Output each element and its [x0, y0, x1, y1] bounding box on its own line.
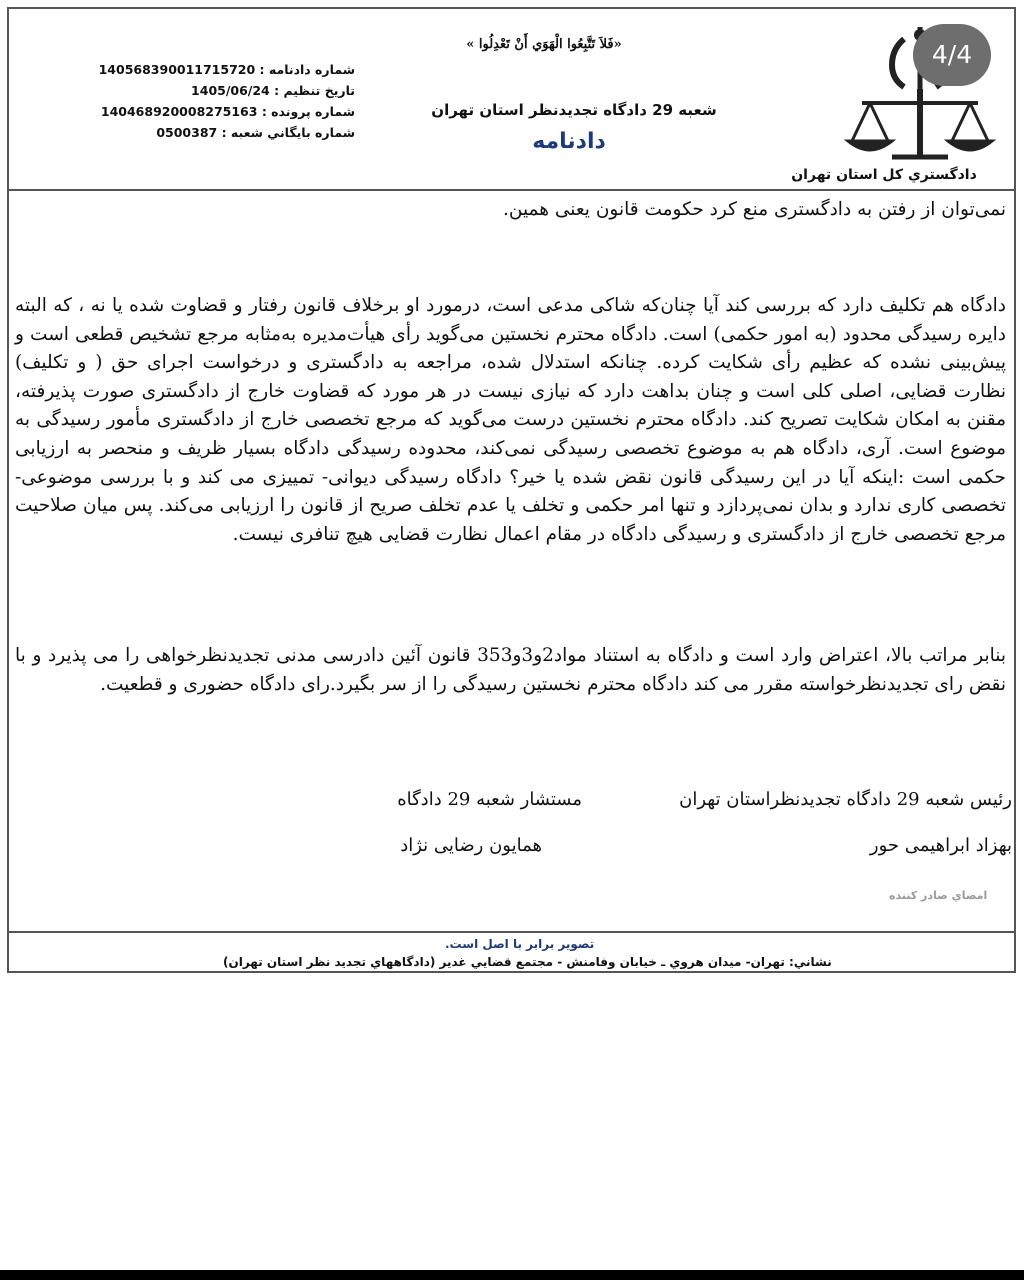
body-paragraph-3: بنابر مراتب بالا، اعتراض وارد است و دادگاه به استناد مواد2و3و353 قانون آئین دادرسی مدنی تجدیدنظرخواهی را می پذیرد و با نقض رای تجدیدنظرخواسته مقرر می کند دادگاه محترم نخستین رسیدگی را از سر بگیرد.رای دادگاه حضوری و قطعیت.: [15, 645, 1006, 695]
certified-copy-note: تصوير برابر با اصل است.: [445, 937, 595, 951]
meta-case-number: شماره پرونده : 140468920008275163: [100, 104, 355, 119]
body-paragraph-1: نمی‌توان از رفتن به دادگستری منع کرد حکومت قانون یعنی همین.: [502, 199, 1006, 220]
meta-issue-date: تاريخ تنظيم : 1405/06/24: [191, 83, 355, 98]
document-page: [7, 7, 1016, 973]
body-paragraph-2: دادگاه هم تکلیف دارد که بررسی کند آیا چنان‌که شاکی مدعی است، درمورد او برخلاف قانون رفتار و قضاوت شده یا نه ، که البته دایره رسیدگی محدود (به امور حکمی) است. دادگاه محترم نخستین می‌گوید رأی هیأت‌مدیره به‌مثابه مرجع تشخیص قطعی است و پیش‌بینی نشده که عظیم رأی شکایت کرده. چنانکه استدلال شده، مراجعه به دادگستری و درخواست اجرای حق ( و تکلیف) نظارت قضایی، اصلی کلی است و چنان بداهت دارد که نیازی نیست در هر مورد که قضاوت خارج از دادگستری صورت پذیرفته، مقنن به امکان شکایت تصریح کند. دادگاه محترم نخستین درست می‌گوید که مرجع تخصصی خارج از دادگستری مأمور رسیدگی به موضوع است. آری، دادگاه هم به موضوع تخصصی رسیدگی نمی‌کند، محدوده رسیدگی دادگاه بسیار ظریف و منحصر به ارزیابی حکمی است :اینکه آیا در این رسیدگی قانون نقض شده یا خیر؟ دادگاه رسیدگی دیوانی- تمییزی می کند و با بررسی موضوعی-تخصصی کاری ندارد و بدان نمی‌پردازد و تنها امر حکمی و تخلف یا عدم تخلف صریح از قانون را ارزیابی می‌کند. پس میان صلاحیت مرجع تخصصی خارج از دادگستری و رسیدگی دادگاه در مقام اعمال نظارت قضایی هیچ تنافری نیست.: [15, 295, 1006, 545]
meta-archive-number: شماره بايگاني شعبه : 0500387: [156, 125, 355, 140]
presiding-judge-name: بهزاد ابراهیمی حور: [869, 835, 1012, 856]
presiding-judge-title: رئیس شعبه 29 دادگاه تجدیدنظراستان تهران: [679, 789, 1012, 810]
court-name: دادگستري كل استان تهران: [791, 167, 977, 183]
quran-verse: «فَلاَ تَتَّبِعُوا الْهَوَي أَنْ تَعْدِلُوا »: [466, 37, 622, 52]
document-footer: [9, 931, 1014, 975]
meta-judgment-number: شماره دادنامه : 140568390011715720: [98, 62, 355, 77]
court-address: نشاني: تهران- ميدان هروي ـ خيابان وفامنش - مجتمع قضايي غدير (دادگاههاي تجديد نظر استان تهران): [223, 955, 832, 969]
counselor-title: مستشار شعبه 29 دادگاه: [397, 789, 582, 810]
case-metadata: [93, 59, 355, 143]
document-header: [9, 9, 1014, 191]
court-branch: شعبه 29 دادگاه تجديدنظر استان تهران: [431, 101, 717, 119]
bottom-bar: [0, 1270, 1024, 1280]
counselor-name: همایون رضایی نژاد: [400, 835, 542, 856]
issuer-signature-label: امضاي صادر كننده: [889, 889, 988, 902]
document-title: دادنامه: [532, 129, 606, 154]
page-indicator-badge: 4/4: [913, 24, 991, 86]
